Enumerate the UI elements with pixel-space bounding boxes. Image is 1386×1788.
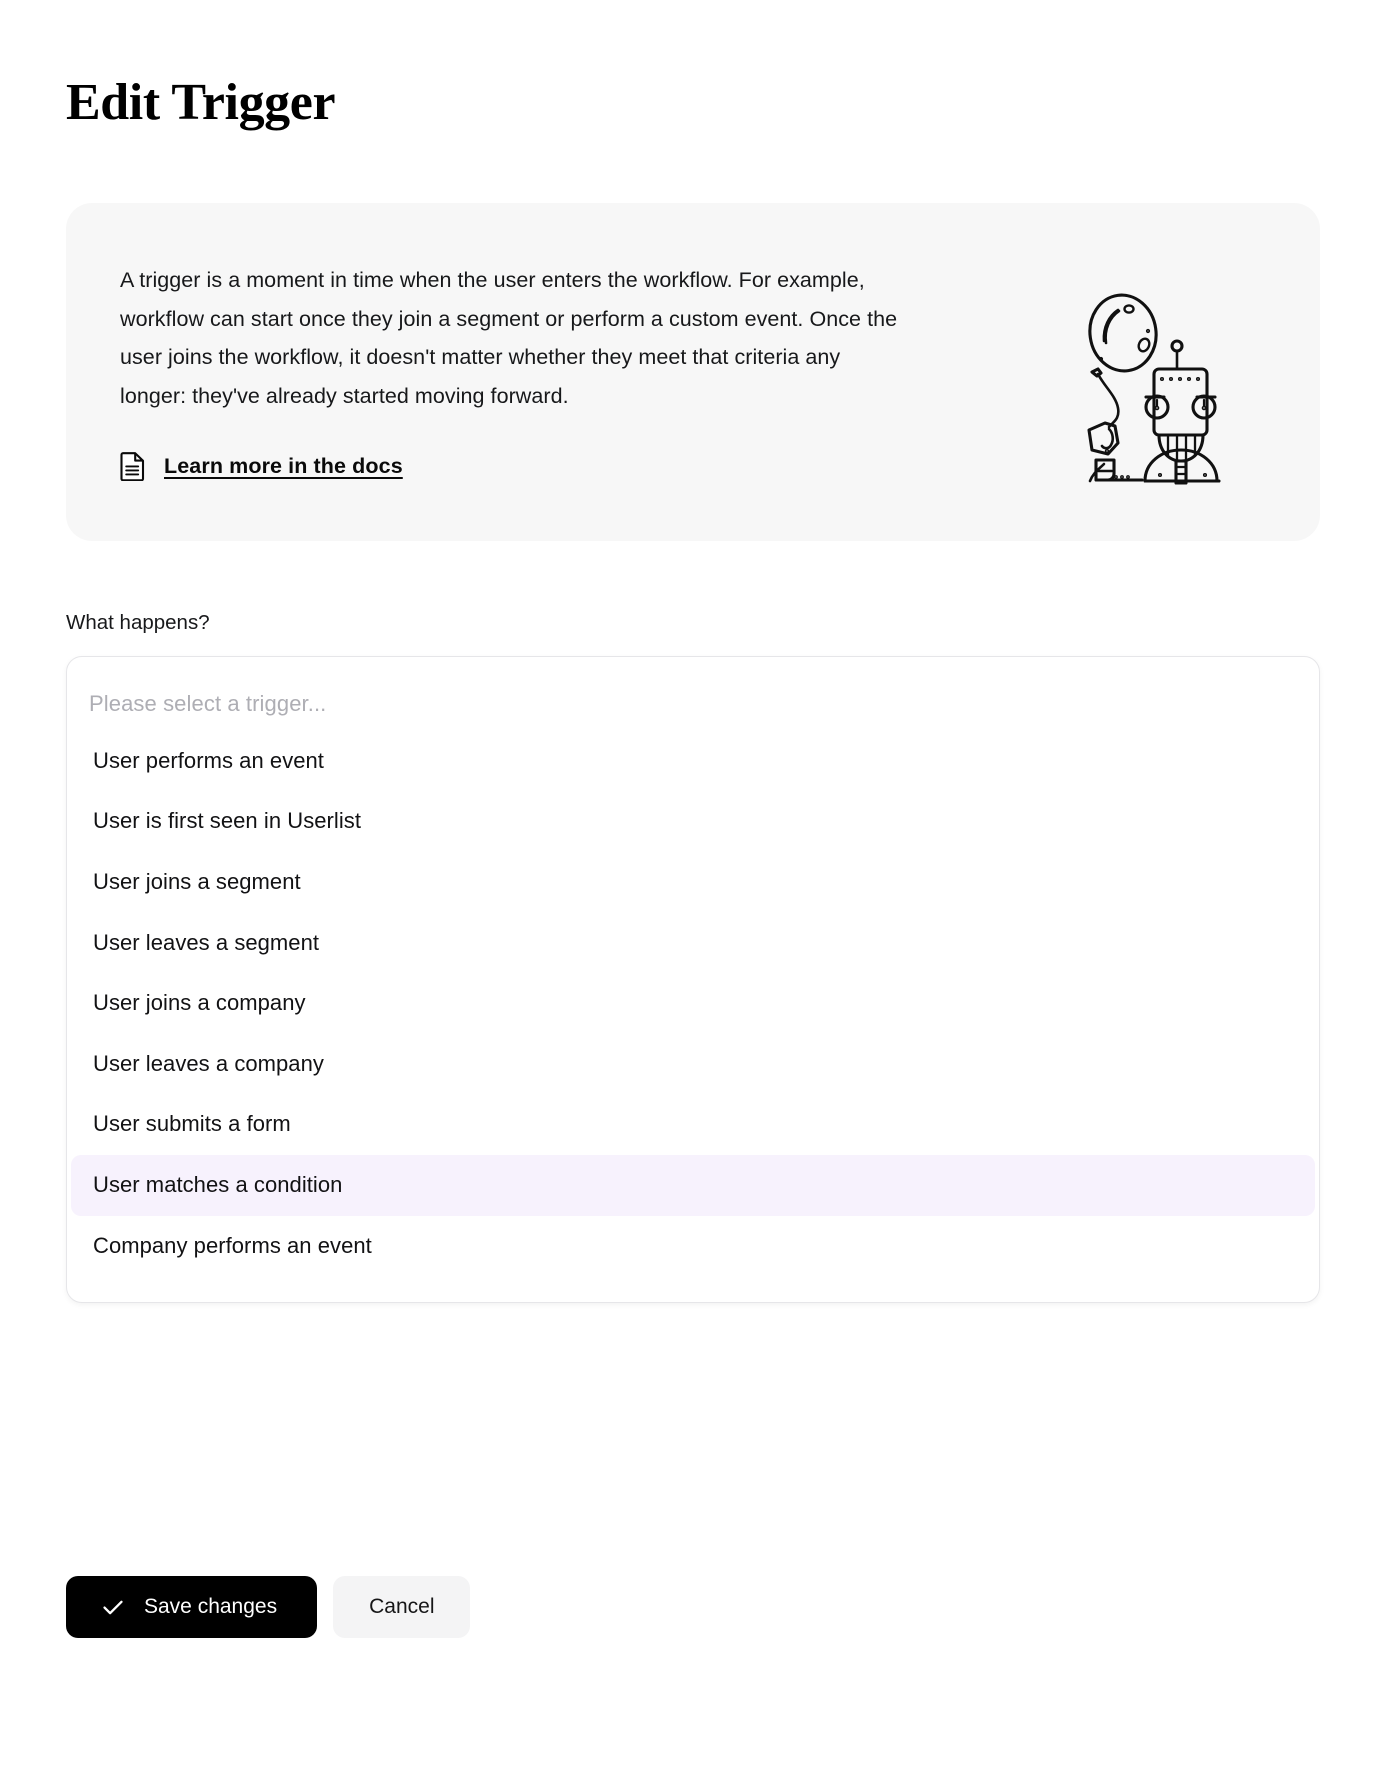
dropdown-option-user-submits-a-form[interactable]: User submits a form bbox=[93, 1111, 291, 1137]
learn-more-docs-link[interactable]: Learn more in the docs bbox=[164, 453, 403, 478]
dropdown-option-user-joins-a-company[interactable]: User joins a company bbox=[93, 990, 306, 1016]
save-changes-label: Save changes bbox=[144, 1595, 278, 1618]
dropdown-option-user-matches-a-condition[interactable]: User matches a condition bbox=[71, 1155, 1315, 1216]
dropdown-option-user-joins-a-segment[interactable]: User joins a segment bbox=[93, 869, 301, 895]
dropdown-option-user-performs-an-event[interactable]: User performs an event bbox=[93, 747, 324, 773]
cancel-label: Cancel bbox=[369, 1595, 435, 1618]
dropdown-option-user-is-first-seen-in-userlist[interactable]: User is first seen in Userlist bbox=[93, 808, 362, 834]
check-icon bbox=[100, 1594, 126, 1620]
dropdown-option-user-leaves-a-segment[interactable]: User leaves a segment bbox=[93, 929, 320, 955]
dropdown-option-user-leaves-a-company[interactable]: User leaves a company bbox=[93, 1050, 324, 1076]
info-card-description: A trigger is a moment in time when the user enters the workflow. For example, workflow can start once they join a segment or perform a custom event. Once the user joins the workflow, it doesn't matter whether they meet that criteria any longer: they've already started moving forward. bbox=[120, 268, 898, 408]
what-happens-label: What happens? bbox=[66, 611, 210, 635]
document-icon bbox=[120, 451, 146, 481]
info-card bbox=[66, 203, 1320, 541]
info-card-content bbox=[120, 261, 910, 481]
cancel-button[interactable] bbox=[333, 1576, 470, 1638]
save-changes-button[interactable] bbox=[66, 1576, 317, 1638]
robot-with-balloon-illustration bbox=[1076, 289, 1246, 485]
dropdown-option-company-performs-an-event[interactable]: Company performs an event bbox=[93, 1232, 372, 1258]
footer-actions bbox=[66, 1576, 470, 1638]
docs-link-row[interactable] bbox=[120, 451, 910, 481]
trigger-dropdown-panel[interactable] bbox=[66, 656, 1320, 1303]
dropdown-placeholder[interactable]: Please select a trigger... bbox=[89, 690, 327, 716]
page-title: Edit Trigger bbox=[66, 74, 336, 131]
trigger-options-list bbox=[67, 731, 1319, 1276]
